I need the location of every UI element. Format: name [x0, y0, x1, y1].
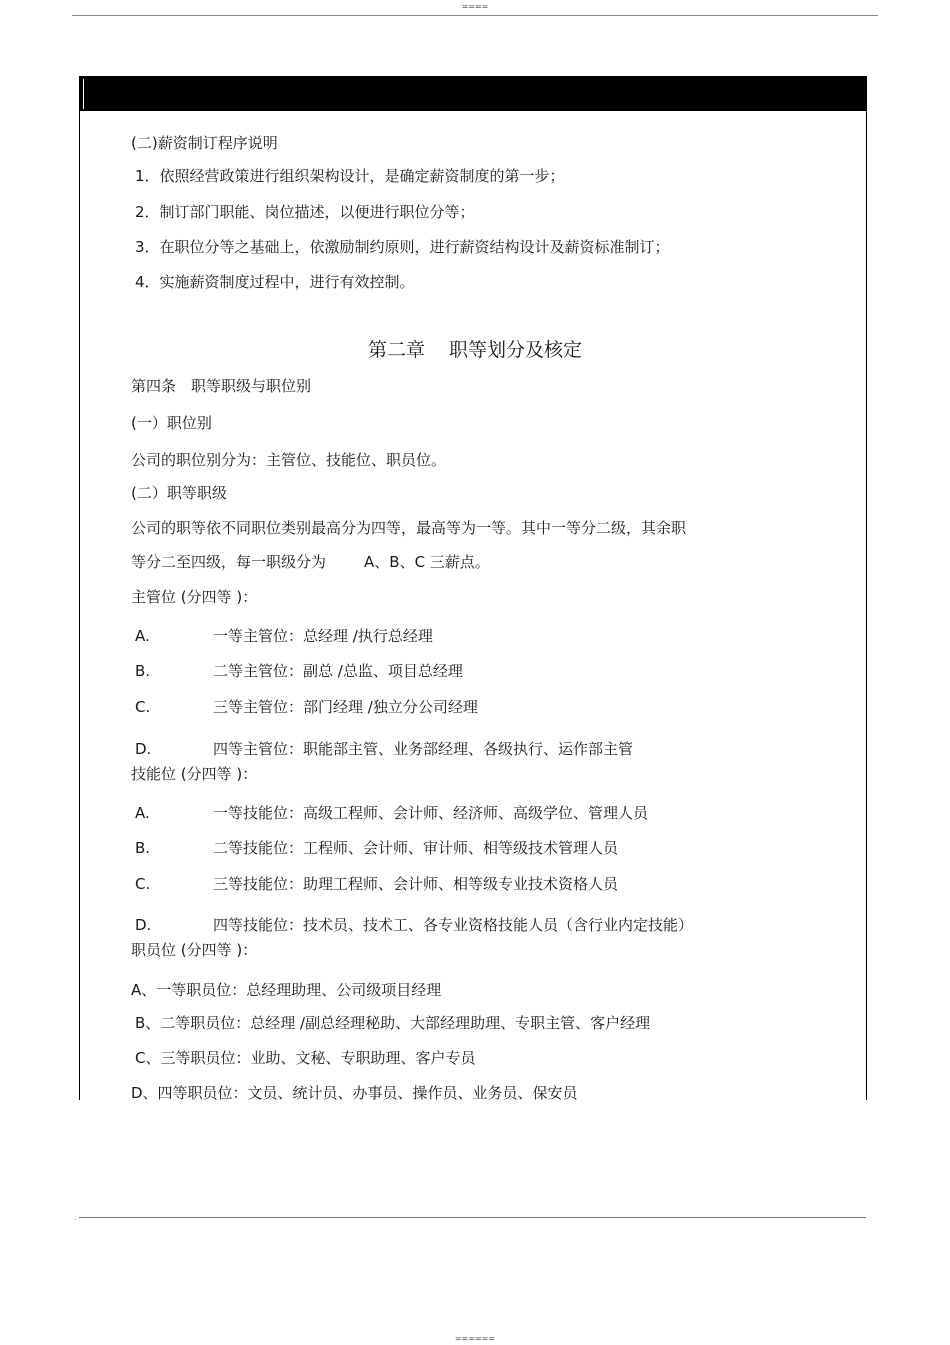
footer-rule: [79, 1217, 866, 1218]
item-letter: A.: [135, 804, 150, 822]
item-text: 二等主管位：副总 /总监、项目总经理: [213, 662, 463, 680]
chapter-title: [0, 338, 950, 362]
group-heading-manager: 主管位 (分四等 )：: [131, 588, 258, 606]
chapter-name: 职等划分及核定: [449, 339, 583, 361]
article-heading: 第四条 职等职级与职位别: [131, 377, 312, 395]
item-text: 三等技能位：助理工程师、会计师、相等级专业技术资格人员: [213, 875, 619, 893]
step-item: 4．实施薪资制度过程中，进行有效控制。: [135, 273, 415, 291]
frame-header-bar: [79, 76, 866, 111]
bottom-page-mark: ======: [454, 1334, 496, 1343]
item-letter: D.: [135, 740, 152, 758]
paragraph-part: A、B、C 三薪点。: [364, 553, 490, 571]
item-text: 一等主管位：总经理 /执行总经理: [213, 627, 433, 645]
header-rule: [72, 15, 878, 16]
step-item: 3．在职位分等之基础上，依激励制约原则，进行薪资结构设计及薪资标准制订；: [135, 238, 670, 256]
item-letter: C.: [135, 875, 151, 893]
item-letter: B.: [135, 662, 151, 680]
paragraph-part: 等分二至四级，每一职级分为: [131, 553, 327, 571]
list-item: D、四等职员位：文员、统计员、办事员、操作员、业务员、保安员: [131, 1084, 578, 1102]
item-text: 二等技能位：工程师、会计师、审计师、相等级技术管理人员: [213, 839, 619, 857]
section-heading: (二)薪资制订程序说明: [131, 134, 278, 152]
item-letter: B.: [135, 839, 151, 857]
paragraph: [131, 552, 490, 572]
frame-header-notch: [83, 79, 88, 109]
group-heading-staff: 职员位 (分四等 )：: [131, 941, 258, 959]
item-text: 四等主管位：职能部主管、业务部经理、各级执行、运作部主管: [213, 740, 634, 758]
paragraph: 公司的职等依不同职位类别最高分为四等，最高等为一等。其中一等分二级，其余职: [131, 519, 687, 537]
paragraph: 公司的职位别分为：主管位、技能位、职员位。: [131, 451, 447, 469]
footer-tick: -: [74, 1216, 77, 1223]
list-item: C、三等职员位：业助、文秘、专职助理、客户专员: [135, 1049, 476, 1067]
chapter-number: 第二章: [367, 339, 425, 361]
item-letter: D.: [135, 916, 152, 934]
list-item: A、一等职员位：总经理助理、公司级项目经理: [131, 981, 442, 999]
item-letter: A.: [135, 627, 150, 645]
top-page-mark: ====: [461, 2, 489, 11]
group-heading-technical: 技能位 (分四等 )：: [131, 765, 258, 783]
item-text: 三等主管位：部门经理 /独立分公司经理: [213, 698, 478, 716]
item-text: 四等技能位：技术员、技术工、各专业资格技能人员（含行业内定技能）: [213, 916, 694, 934]
list-item: B、二等职员位：总经理 /副总经理秘助、大部经理助理、专职主管、客户经理: [135, 1014, 651, 1032]
step-item: 1．依照经营政策进行组织架构设计，是确定薪资制度的第一步；: [135, 167, 565, 185]
item-text: 一等技能位：高级工程师、会计师、经济师、高级学位、管理人员: [213, 804, 649, 822]
item-letter: C.: [135, 698, 151, 716]
subsection-heading: (一）职位别: [131, 414, 212, 432]
subsection-heading: (二）职等职级: [131, 484, 227, 502]
step-item: 2．制订部门职能、岗位描述，以便进行职位分等；: [135, 203, 475, 221]
